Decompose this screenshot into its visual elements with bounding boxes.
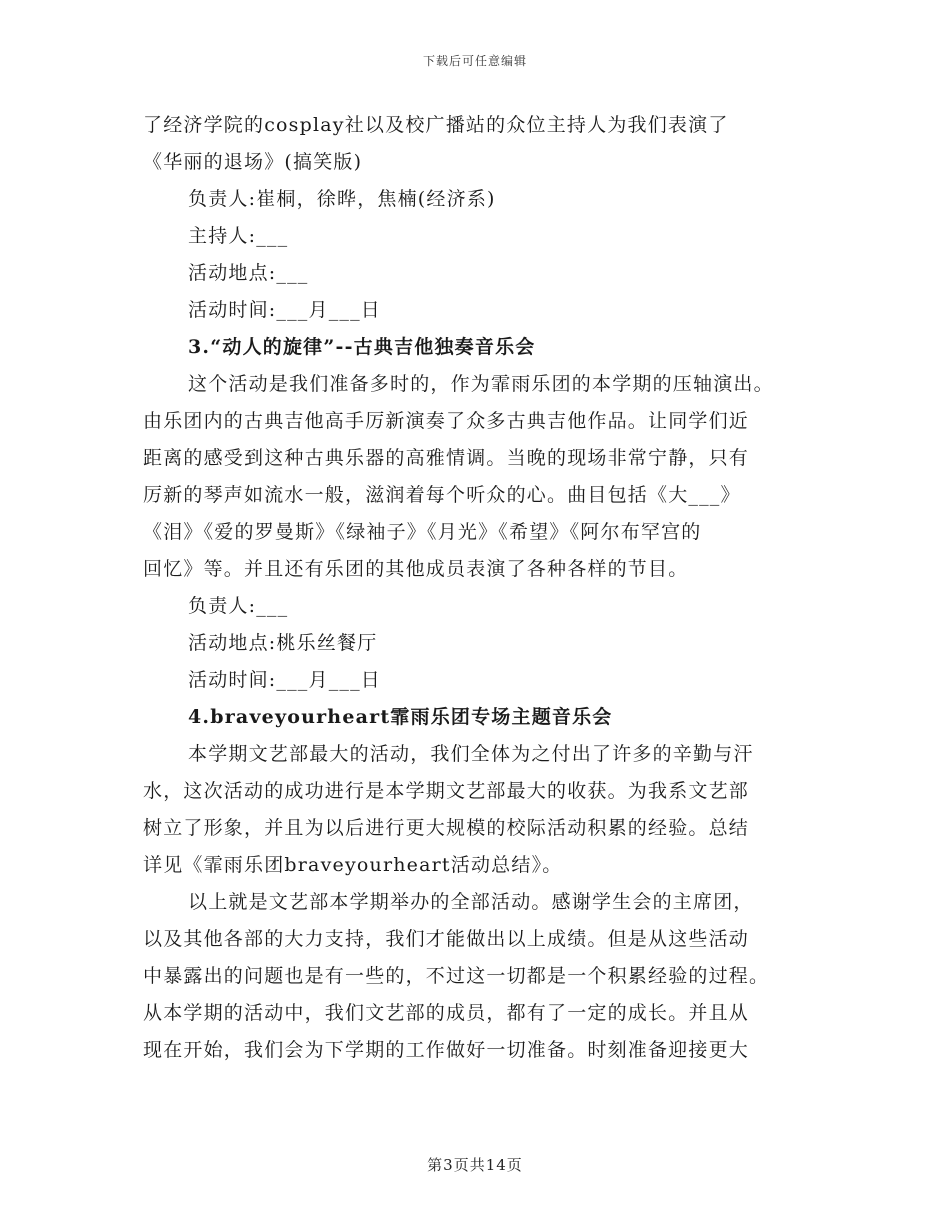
- paragraph-line: 回忆》等。并且还有乐团的其他成员表演了各种各样的节目。: [143, 558, 689, 580]
- paragraph-line: 中暴露出的问题也是有一些的，不过这一切都是一个积累经验的过程。: [143, 965, 770, 987]
- paragraph-line: 以及其他各部的大力支持，我们才能做出以上成绩。但是从这些活动: [143, 928, 750, 950]
- paragraph-line: 了经济学院的cosplay社以及校广播站的众位主持人为我们表演了: [143, 114, 729, 136]
- paragraph-line: 树立了形象，并且为以后进行更大规模的校际活动积累的经验。总结: [143, 817, 750, 839]
- paragraph-line: 水，这次活动的成功进行是本学期文艺部最大的收获。为我系文艺部: [143, 780, 750, 802]
- section-heading-4: 4.braveyourheart霏雨乐团专场主题音乐会: [188, 706, 613, 728]
- paragraph-line: 距离的感受到这种古典乐器的高雅情调。当晚的现场非常宁静，只有: [143, 447, 750, 469]
- paragraph-line: 厉新的琴声如流水一般，滋润着每个听众的心。曲目包括《大___》: [143, 484, 741, 506]
- field-time: 活动时间:___月___日: [188, 669, 382, 691]
- paragraph-line: 《华丽的退场》(搞笑版): [143, 151, 363, 173]
- paragraph-line: 从本学期的活动中，我们文艺部的成员，都有了一定的成长。并且从: [143, 1002, 750, 1024]
- paragraph-line: 以上就是文艺部本学期举办的全部活动。感谢学生会的主席团，: [188, 891, 754, 913]
- field-location: 活动地点:桃乐丝餐厅: [188, 632, 378, 654]
- paragraph-line: 由乐团内的古典吉他高手厉新演奏了众多古典吉他作品。让同学们近: [143, 410, 750, 432]
- field-location: 活动地点:___: [188, 262, 309, 284]
- field-responsible: 负责人:___: [188, 595, 289, 617]
- paragraph-line: 这个活动是我们准备多时的，作为霏雨乐团的本学期的压轴演出。: [188, 373, 774, 395]
- field-responsible: 负责人:崔桐，徐晔，焦楠(经济系): [188, 188, 496, 210]
- paragraph-line: 《泪》《爱的罗曼斯》《绿袖子》《月光》《希望》《阿尔布罕宫的: [143, 521, 702, 543]
- field-host: 主持人:___: [188, 225, 289, 247]
- paragraph-line: 详见《霏雨乐团braveyourheart活动总结》。: [143, 854, 563, 876]
- page-footer: 第3页共14页: [427, 1156, 523, 1174]
- document-body: [143, 107, 813, 1069]
- paragraph-line: 现在开始，我们会为下学期的工作做好一切准备。时刻准备迎接更大: [143, 1039, 750, 1061]
- paragraph-line: 本学期文艺部最大的活动，我们全体为之付出了许多的辛勤与汗: [188, 743, 754, 765]
- field-time: 活动时间:___月___日: [188, 299, 382, 321]
- section-heading-3: 3.“动人的旋律”--古典吉他独奏音乐会: [188, 336, 536, 358]
- page-header: 下载后可任意编辑: [422, 54, 527, 68]
